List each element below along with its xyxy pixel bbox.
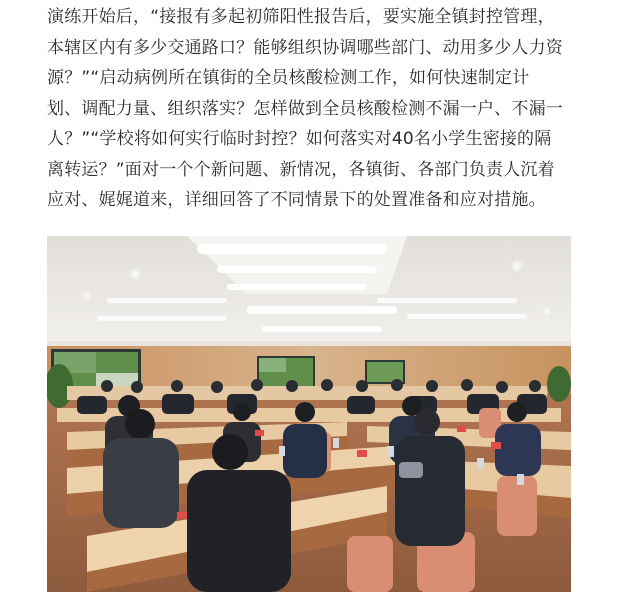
article-paragraph: 演练开始后，“接报有多起初筛阳性报告后，要实施全镇封控管理， 本辖区内有多少交通路口？能够组织协调哪些部门、动用多少人力资 源？”“启动病例所在镇街的全员核酸检测工作，如何快速制定计 划、调配力量、组织落实？怎样做到全员核酸检测不漏一户、不漏一 人？”“学校将如何实行临时封控？如何落实对40名小学生密接的隔 离转运？”面对一个个新问题、新情况，各镇街、各部门负责人沉着 应对、娓娓道来，详细回答了不同情景下的处置准备和应对措施。	[47, 7, 563, 210]
article-body	[47, 2, 577, 216]
meeting-room-photo	[47, 236, 571, 592]
